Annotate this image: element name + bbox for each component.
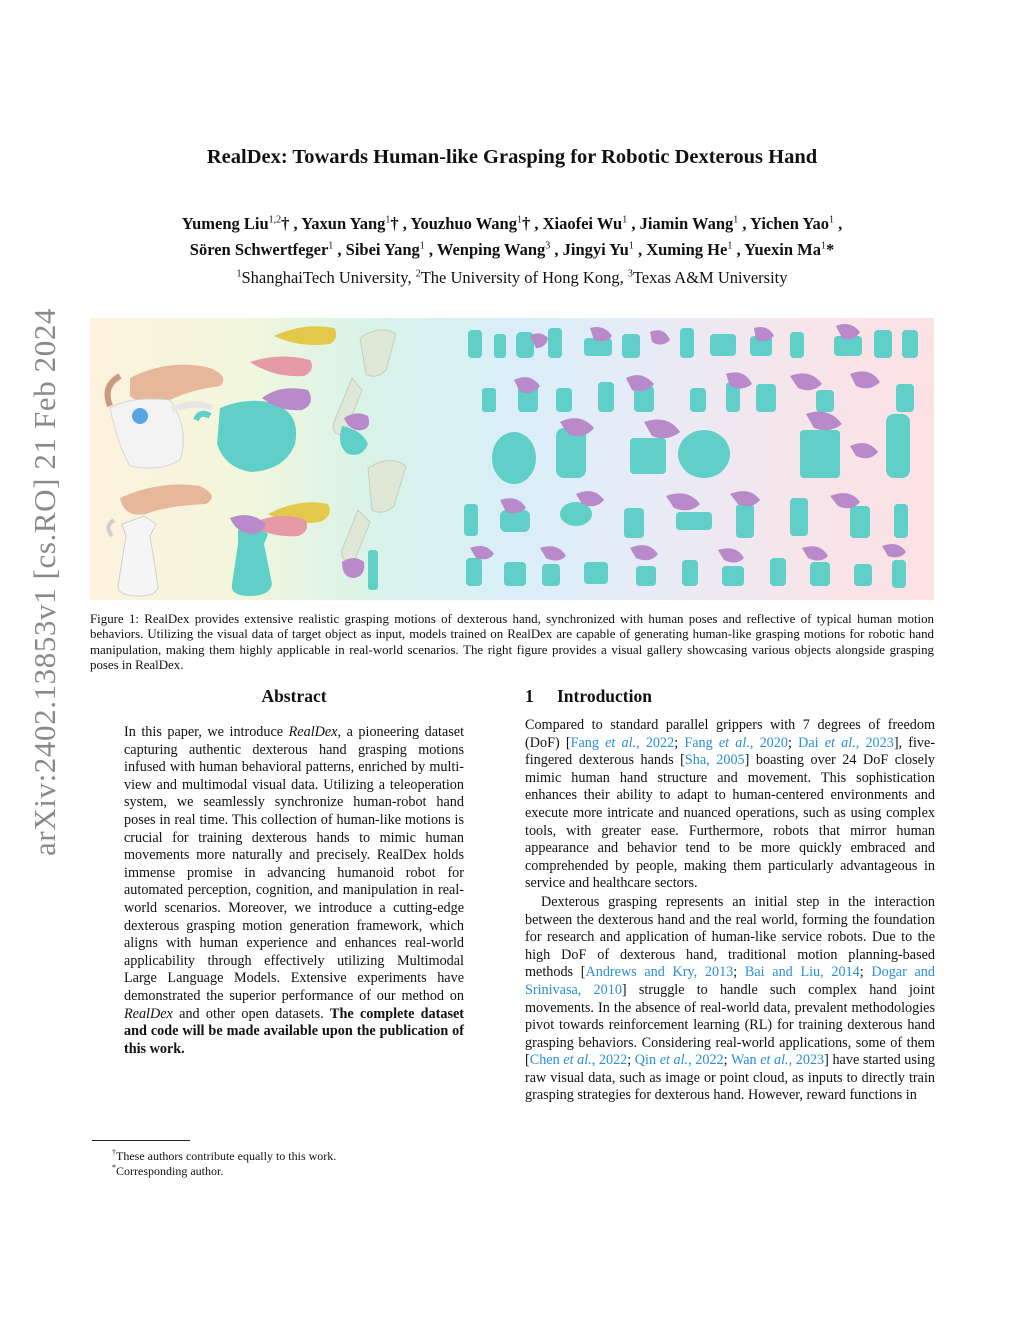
author-name: Sören Schwertfeger$^1$ [189, 240, 334, 259]
figure-caption: Figure 1: RealDex provides extensive realistic grasping motions of dexterous hand, synchronized with human poses and reflective of typical human motion behaviors. Utilizing the visual data of target object as input, models trained on RealDex are capable of generating human-like grasping motions for robotic hand manipulation, making them highly applicable in real-world scenarios. The right figure provides a visual gallery showcasing various objects alongside grasping poses in RealDex. [90, 612, 934, 672]
author-name: Yumeng Liu$^{1,2}$† [181, 214, 290, 233]
robot-arm-bottom [342, 460, 406, 590]
citation-link[interactable]: Wan et al., 2023 [730, 1052, 825, 1069]
citation-link[interactable]: Dai et al., 2023 [798, 734, 894, 751]
affiliation-name: Texas A&M University [632, 268, 788, 287]
author-name: Sibei Yang$^1$ [345, 240, 425, 259]
author-name: Yaxun Yang$^1$† [301, 214, 399, 233]
author-name: Yuexin Ma$^1$* [744, 240, 835, 259]
affiliation-name: The University of Hong Kong [420, 268, 620, 287]
abstract-release-note: The complete dataset and code will be made available upon the publication of this work. [124, 1005, 465, 1057]
author-name: Jingyi Yu$^1$ [562, 240, 634, 259]
author-name: Jiamin Wang$^1$ [639, 214, 739, 233]
abstract-heading: Abstract [261, 686, 327, 706]
human-grasp-spray-bottle [108, 485, 211, 597]
introduction-body [525, 717, 935, 1105]
section-heading-introduction: 1 Introduction [525, 686, 652, 706]
affiliation-name: ShanghaiTech University [241, 268, 408, 287]
citation-link[interactable]: Qin et al., 2022 [634, 1052, 724, 1069]
citation-link[interactable]: Chen et al., 2022 [529, 1052, 628, 1069]
figure-illustration [90, 318, 934, 600]
author-name: Xuming He$^1$ [646, 240, 733, 259]
author-name: Youzhuo Wang$^1$† [410, 214, 531, 233]
author-list: Yumeng Liu$^{1,2}$† , Yaxun Yang$^1$† , Youzhuo Wang$^1$† , Xiaofei Wu$^1$ , Jiamin Wang$^1$ , Yichen Yao$^1$ , [181, 214, 843, 233]
paper-title: RealDex: Towards Human-like Grasping for Robotic Dexterous Hand [206, 146, 818, 168]
citation-link[interactable]: Andrews and Kry, 2013 [585, 964, 734, 981]
teaser-figure [90, 318, 934, 600]
robot-hand-watering-can [196, 326, 336, 472]
author-name: Wenping Wang$^3$ [436, 240, 551, 259]
object-gallery [464, 328, 918, 588]
affiliations: $^1$ShanghaiTech University, $^2$The University of Hong Kong, $^3$Texas A&M University [236, 268, 788, 287]
abstract-body: In this paper, we introduce RealDex, a pioneering dataset capturing authentic dexterous hand grasping motions infused with human behavioral patterns, enriched by multi-view and multimodal visual data. Utilizing a teleoperation system, we seamlessly synchronize human-robot hand poses in real time. This collection of human-like motions is crucial for training dexterous hands to mimic human movements more naturally and precisely. RealDex holds immense promise in advancing humanoid robot for automated perception, cognition, and manipulation in real-world scenarios. Moreover, we introduce a cutting-edge dexterous grasping motion generation framework, which aligns with human experience and enhances real-world applicability through effectively utilizing Multimodal Large Language Models. Extensive experiments have demonstrated the superior performance of our method on RealDex and other open datasets. The complete dataset and code will be made available upon the publication of this work. [124, 724, 465, 1057]
arxiv-stamp: arXiv:2402.13853v1 [cs.RO] 21 Feb 2024 [27, 307, 62, 856]
author-name: Xiaofei Wu$^1$ [542, 214, 628, 233]
footnote-divider [92, 1140, 190, 1141]
robot-hand-spray-bottle [230, 502, 330, 596]
intro-paragraph: Compared to standard parallel grippers with 7 degrees of freedom (DoF) [Fang et al., 2022; Fang et al., 2020; Dai et al., 2023], five-fingered dexterous hands [Sha, 2005] boasting over 24 DoF closely mimic human hand structure and movement. This sophistication enhances their ability to adapt to human-centered environments and execute more intricate and nuanced operations, such as using complex tools, with greater ease. Furthermore, robots that mirror human appearance and behavior tend to be more quickly embraced and comprehended by people, making them particularly advantageous in service and healthcare sectors. [525, 717, 936, 892]
robot-arm-top [333, 330, 396, 455]
footnote-corresponding: *Corresponding author. [112, 1163, 224, 1178]
author-name: Yichen Yao$^1$ [750, 214, 835, 233]
citation-link[interactable]: Sha, 2005 [684, 752, 745, 769]
citation-link[interactable]: Bai and Liu, 2014 [744, 964, 860, 981]
citation-link[interactable]: Fang et al., 2022 [570, 734, 675, 751]
footnote-equal-contribution: †These authors contribute equally to this work. [112, 1148, 337, 1163]
author-list: Sören Schwertfeger$^1$ , Sibei Yang$^1$ , Wenping Wang$^3$ , Jingyi Yu$^1$ , Xuming He$^1$ , Yuexin Ma$^1$* [189, 240, 835, 259]
citation-link[interactable]: Dogar and Srinivasa, 2010 [525, 964, 935, 998]
intro-paragraph: Dexterous grasping represents an initial step in the interaction between the dexterous hand and the real world, forming the foundation for research and application of human-like service robots. Due to the high DoF of dexterous hand, traditional motion planning-based methods [Andrews and Kry, 2013; Bai and Liu, 2014; Dogar and Srinivasa, 2010] struggle to handle such complex hand joint movements. In the absence of real-world data, prevalent methodologies pivot towards reinforcement learning (RL) for training dexterous hand grasping behaviors. Considering real-world applications, some of them [Chen et al., 2022; Qin et al., 2022; Wan et al., 2023] have started using raw visual data, such as image or point cloud, as inputs to directly train grasping strategies for dexterous hand. However, reward functions in [525, 893, 936, 1104]
citation-link[interactable]: Fang et al., 2020 [684, 734, 788, 751]
